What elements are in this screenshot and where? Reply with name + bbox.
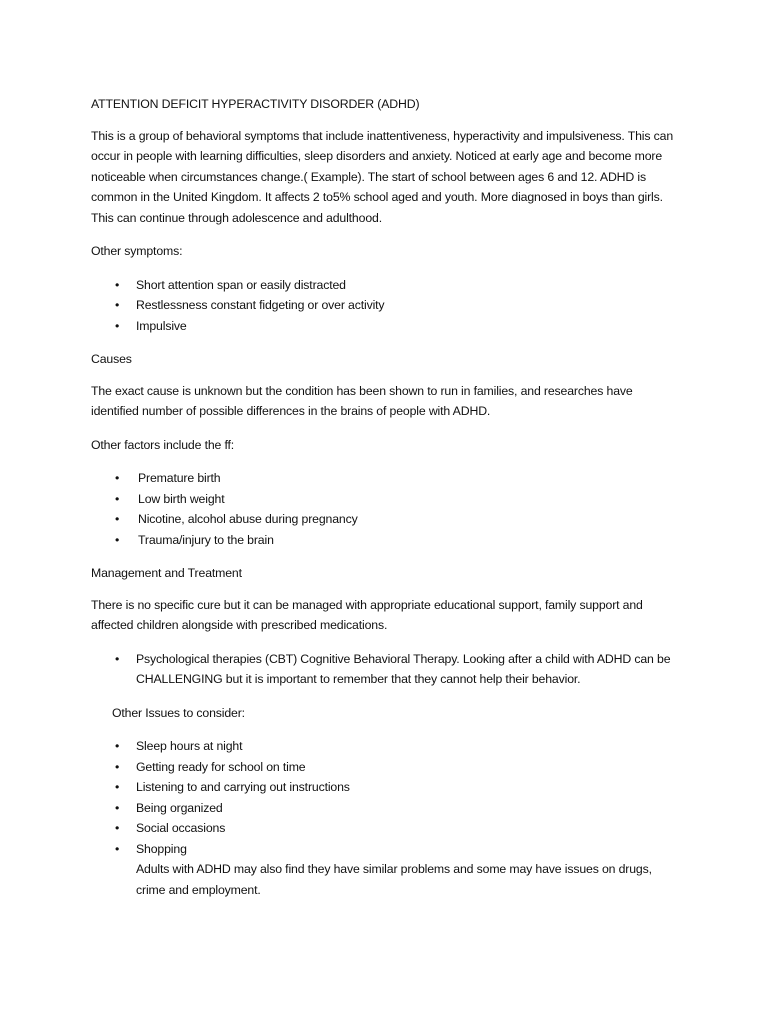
list-item-text: Trauma/injury to the brain — [138, 532, 274, 547]
bullet-icon: • — [115, 318, 120, 333]
causes-heading: Causes — [91, 352, 132, 366]
list-item — [91, 736, 678, 757]
causes-paragraph: The exact cause is unknown but the condition has been shown to run in families, and researches have identified number of possible differences in the brains of people with ADHD. — [91, 383, 633, 418]
issues-list — [91, 736, 678, 859]
list-item-text: Being organized — [136, 800, 223, 815]
bullet-icon: • — [115, 821, 120, 835]
list-item-text: Sleep hours at night — [136, 739, 243, 753]
bullet-icon: • — [115, 759, 120, 774]
bullet-icon: • — [115, 512, 120, 526]
list-item-text: Getting ready for school on time — [136, 759, 306, 774]
list-item — [91, 295, 678, 316]
bullet-icon: • — [115, 841, 120, 856]
list-item — [91, 798, 678, 819]
list-item — [91, 509, 678, 530]
issues-heading: Other Issues to consider: — [112, 705, 245, 720]
list-item-text: Listening to and carrying out instructions — [136, 780, 350, 794]
bullet-icon: • — [115, 739, 120, 753]
list-item — [91, 777, 678, 798]
intro-paragraph: This is a group of behavioral symptoms that include inattentiveness, hyperactivity and impulsiveness. This can occur in people with learning difficulties, sleep disorders and anxiety. Noticed at early age and become more noticeable when circumstances change.( Example). The start of school between ages 6 and 12. ADHD is common in the United Kingdom. It affects 2 to5% school aged and youth. More diagnosed in boys than girls. This can continue through adolescence and adulthood. — [91, 128, 674, 225]
list-item — [91, 839, 678, 860]
list-item-text: Premature birth — [138, 471, 221, 485]
management-paragraph: There is no specific cure but it can be managed with appropriate educational support, family support and affected children alongside with prescribed medications. — [91, 597, 643, 632]
list-item — [91, 316, 678, 337]
list-item — [91, 468, 678, 489]
symptoms-list — [91, 275, 678, 337]
list-item-text: Short attention span or easily distracted — [136, 277, 346, 292]
bullet-icon: • — [115, 651, 120, 666]
management-heading: Management and Treatment — [91, 566, 242, 580]
list-item — [91, 530, 678, 551]
factors-heading: Other factors include the ff: — [91, 437, 235, 452]
bullet-icon: • — [115, 471, 120, 485]
list-item-text: Low birth weight — [138, 491, 225, 506]
therapy-list — [91, 649, 678, 690]
list-item — [91, 818, 678, 839]
factors-list — [91, 468, 678, 550]
list-item — [91, 757, 678, 778]
list-item — [91, 649, 678, 690]
list-item-text: Shopping — [136, 841, 187, 856]
list-item-text: Restlessness constant fidgeting or over activity — [136, 298, 385, 312]
bullet-icon: • — [115, 780, 120, 794]
list-item-text: Impulsive — [136, 318, 187, 333]
list-item — [91, 275, 678, 296]
bullet-icon: • — [115, 532, 120, 547]
adults-note: Adults with ADHD may also find they have similar problems and some may have issues on drugs, crime and employment. — [136, 862, 652, 897]
list-item-text: Nicotine, alcohol abuse during pregnancy — [138, 512, 358, 526]
bullet-icon: • — [115, 298, 120, 312]
symptoms-heading: Other symptoms: — [91, 244, 183, 258]
list-item-text: Psychological therapies (CBT) Cognitive Behavioral Therapy. Looking after a child with ADHD can be CHALLENGING but it is important to remember that they cannot help their behavior. — [136, 651, 671, 686]
bullet-icon: • — [115, 277, 120, 292]
bullet-icon: • — [115, 491, 120, 506]
bullet-icon: • — [115, 800, 120, 815]
list-item — [91, 489, 678, 510]
document-title: ATTENTION DEFICIT HYPERACTIVITY DISORDER (ADHD) — [91, 97, 420, 111]
list-item-text: Social occasions — [136, 821, 226, 835]
